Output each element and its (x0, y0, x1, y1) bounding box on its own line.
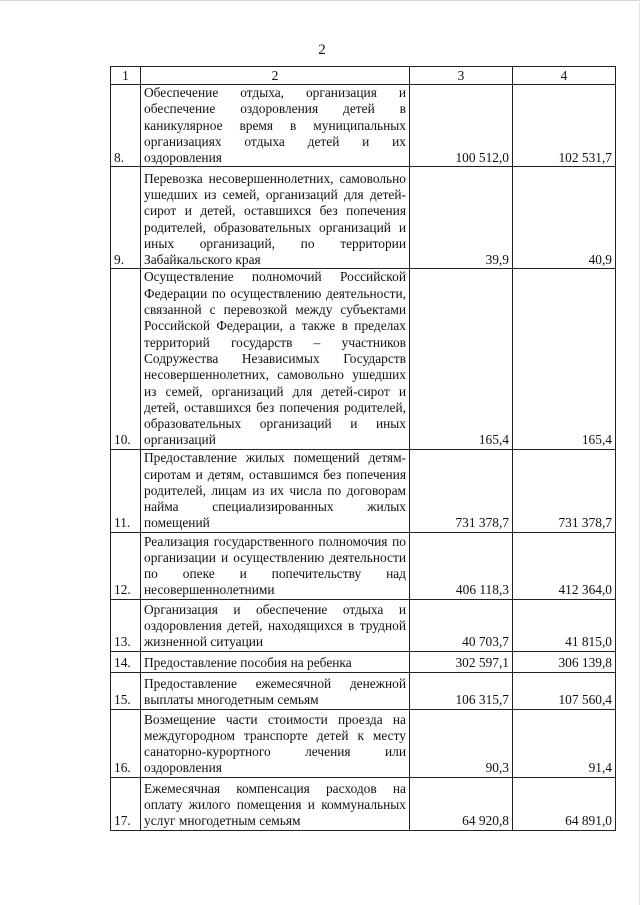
row-description: Реализация государственного полномочия по организации и осуществлению деятельности по опеке и попечительству над несовершеннолетними (141, 532, 410, 599)
row-value-col3: 39,9 (410, 167, 513, 269)
row-description: Предоставление жилых помещений детям-сиротам и детям, оставшимся без попечения родителей, лицам из их числа по договорам найма специализированных жилых помещений (141, 449, 410, 532)
table-header-row (111, 67, 616, 85)
row-value-col4: 41 815,0 (513, 599, 616, 651)
table-row (111, 85, 616, 167)
row-description: Перевозка несовершеннолетних, самовольно ушедших из семей, организаций для детей-сирот и детей, оставшихся без попечения родителей, образовательных организаций и иных организаций, по территории Забайкальского края (141, 167, 410, 269)
row-value-col3: 100 512,0 (410, 85, 513, 167)
row-value-col4: 40,9 (513, 167, 616, 269)
row-description: Возмещение части стоимости проезда на междугородном транспорте детей к месту санаторно-курортного лечения или оздоровления (141, 709, 410, 777)
row-value-col3: 64 920,8 (410, 777, 513, 830)
row-value-col3: 90,3 (410, 709, 513, 777)
row-number: 13. (111, 599, 141, 651)
budget-table (110, 66, 616, 831)
row-number: 16. (111, 709, 141, 777)
row-number: 8. (111, 85, 141, 167)
row-value-col3: 731 378,7 (410, 449, 513, 532)
header-col-1: 1 (111, 67, 141, 85)
row-description: Предоставление ежемесячной денежной выплаты многодетным семьям (141, 672, 410, 709)
row-value-col3: 40 703,7 (410, 599, 513, 651)
row-value-col4: 64 891,0 (513, 777, 616, 830)
table-row (111, 449, 616, 532)
table-row (111, 709, 616, 777)
row-description: Обеспечение отдыха, организация и обеспечение оздоровления детей в каникулярное время в муниципальных организациях отдыха детей и их оздоровления (141, 85, 410, 167)
row-value-col3: 165,4 (410, 269, 513, 449)
table-row (111, 651, 616, 672)
table-row (111, 532, 616, 599)
header-col-3: 3 (410, 67, 513, 85)
row-value-col3: 406 118,3 (410, 532, 513, 599)
page-number: 2 (318, 42, 326, 58)
row-value-col4: 412 364,0 (513, 532, 616, 599)
row-value-col4: 165,4 (513, 269, 616, 449)
header-col-2: 2 (141, 67, 410, 85)
row-number: 15. (111, 672, 141, 709)
table-row (111, 672, 616, 709)
table-row (111, 777, 616, 830)
row-number: 17. (111, 777, 141, 830)
row-description: Организация и обеспечение отдыха и оздоровления детей, находящихся в трудной жизненной ситуации (141, 599, 410, 651)
row-number: 14. (111, 651, 141, 672)
row-description: Ежемесячная компенсация расходов на оплату жилого помещения и коммунальных услуг многодетным семьям (141, 777, 410, 830)
row-number: 10. (111, 269, 141, 449)
row-number: 12. (111, 532, 141, 599)
table-row (111, 269, 616, 449)
row-description: Предоставление пособия на ребенка (141, 651, 410, 672)
table-row (111, 599, 616, 651)
table-row (111, 167, 616, 269)
row-value-col3: 106 315,7 (410, 672, 513, 709)
row-value-col3: 302 597,1 (410, 651, 513, 672)
row-number: 11. (111, 449, 141, 532)
row-value-col4: 107 560,4 (513, 672, 616, 709)
row-value-col4: 91,4 (513, 709, 616, 777)
header-col-4: 4 (513, 67, 616, 85)
row-description: Осуществление полномочий Российской Федерации по осуществлению деятельности, связанной с перевозкой между субъектами Российской Федерации, а также в пределах территорий государств – участников Содружества Независимых Государств несовершеннолетних, самовольно ушедших из семей, организаций для детей-сирот и детей, оставшихся без попечения родителей, образовательных организаций и иных организаций (141, 269, 410, 449)
row-value-col4: 306 139,8 (513, 651, 616, 672)
row-number: 9. (111, 167, 141, 269)
scan-edge-top (0, 0, 640, 1)
row-value-col4: 102 531,7 (513, 85, 616, 167)
row-value-col4: 731 378,7 (513, 449, 616, 532)
